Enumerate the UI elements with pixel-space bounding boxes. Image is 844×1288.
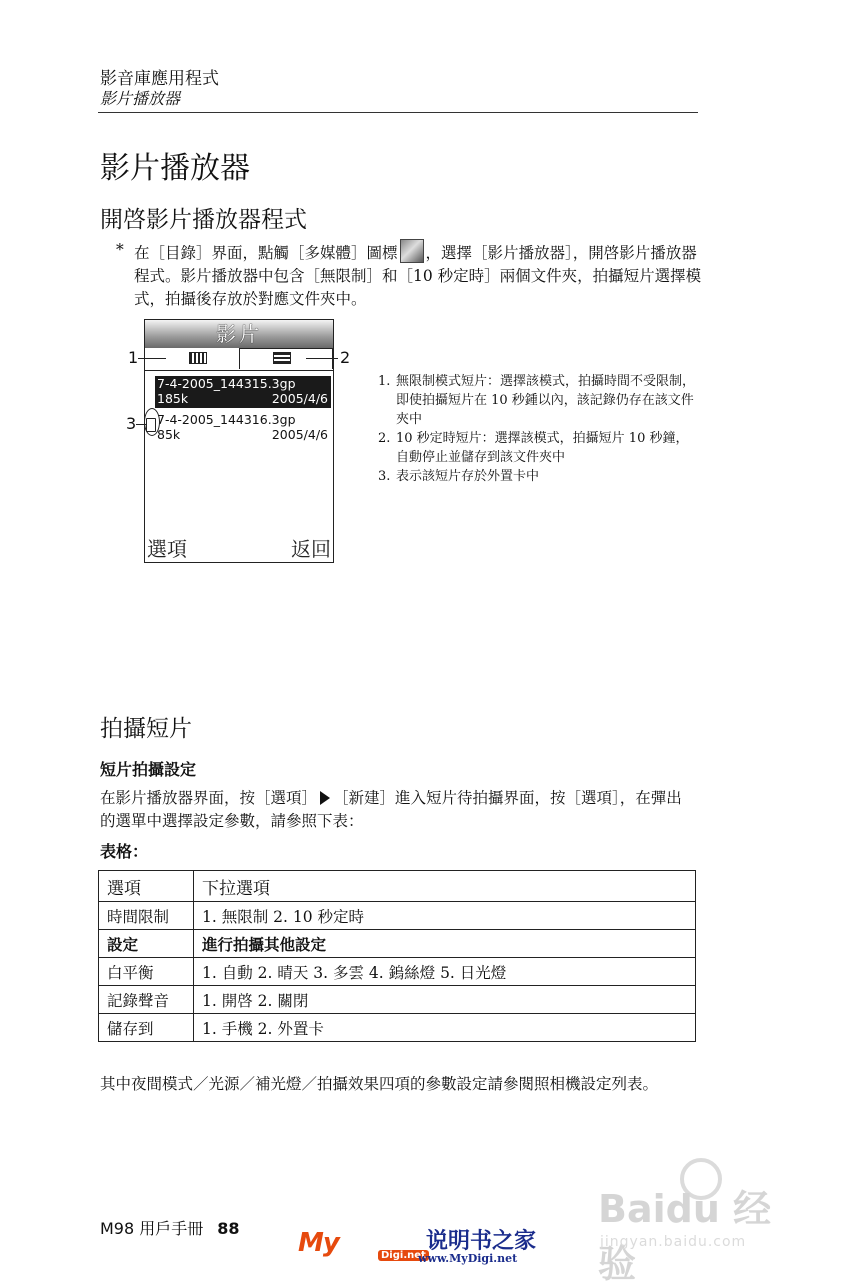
- table-cell: 1. 開啓 2. 關閉: [194, 986, 696, 1014]
- header-rule: [98, 112, 698, 113]
- bullet-text-part2: ，選擇［影片播放器］，開啓影片播放器程式。影片播放器中包含［無限制］和［10 秒定時］兩個文件夾，拍攝短片選擇模式，拍攝後存放於對應文件夾中。: [134, 244, 702, 308]
- watermark-text: Baidu 经验: [598, 1187, 772, 1286]
- table-cell: 1. 無限制 2. 10 秒定時: [194, 902, 696, 930]
- clip-name: 7-4-2005_144316.3gp: [157, 412, 296, 427]
- record-instructions-part1: 在影片播放器界面，按［選項］: [100, 789, 318, 807]
- table-row: [99, 958, 696, 986]
- clip-date: 2005/4/6: [271, 391, 328, 406]
- page-footer: [100, 1216, 240, 1239]
- clip-size: 185k: [157, 391, 189, 406]
- phone-title: 影片: [145, 320, 333, 348]
- running-header-title: 影音庫應用程式: [100, 69, 219, 89]
- table-cell: 設定: [99, 930, 194, 958]
- table-cell: 1. 手機 2. 外置卡: [194, 1014, 696, 1042]
- table-header-cell: 下拉選項: [194, 871, 696, 902]
- note-text: 表示該短片存於外置卡中: [396, 469, 540, 484]
- watermark-url: jingyan.baidu.com: [600, 1234, 747, 1250]
- phone-folder-tabs: [145, 348, 333, 371]
- clip-date: 2005/4/6: [271, 427, 328, 442]
- bullet-star: *: [116, 241, 124, 259]
- clip-size: 85k: [157, 427, 181, 442]
- section-heading-record: 拍攝短片: [100, 716, 192, 742]
- callout-1-line: [138, 358, 166, 359]
- timed-folder-icon[interactable]: [273, 352, 291, 364]
- note-text: 10 秒定時短片：選擇該模式，拍攝短片 10 秒鐘，自動停止並儲存到該文件夾中: [396, 431, 689, 465]
- table-cell: 儲存到: [99, 1014, 194, 1042]
- brand-tag: Digi.net: [378, 1250, 429, 1261]
- table-cell: 記錄聲音: [99, 986, 194, 1014]
- bullet-text: [134, 239, 706, 311]
- page-title: 影片播放器: [100, 151, 250, 186]
- table-label: 表格：: [100, 842, 149, 861]
- note-item: [378, 429, 698, 467]
- table-cell: 時間限制: [99, 902, 194, 930]
- footer-manual: M98 用戶手冊: [100, 1219, 204, 1238]
- callout-1: 1: [128, 348, 139, 367]
- table-header-cell: 選項: [99, 871, 194, 902]
- subheading-record-settings: 短片拍攝設定: [100, 760, 197, 779]
- note-number: 2.: [378, 431, 391, 446]
- table-header-row: [99, 871, 696, 902]
- note-text: 無限制模式短片：選擇該模式，拍攝時間不受限制，即使拍攝短片在 10 秒鍾以內，該記錄仍存在該文件夾中: [396, 374, 696, 427]
- unlimited-folder-icon[interactable]: [189, 352, 207, 364]
- phone-list-item[interactable]: [155, 376, 331, 408]
- running-header-subtitle: 影片播放器: [100, 89, 181, 108]
- table-row: [99, 930, 696, 958]
- table-row: [99, 902, 696, 930]
- closing-note: 其中夜間模式／光源／補光燈／拍攝效果四項的參數設定請參閱照相機設定列表。: [100, 1075, 659, 1093]
- softkey-back[interactable]: 返回: [291, 537, 331, 561]
- callout-2: 2: [340, 348, 351, 367]
- phone-screen: [144, 319, 334, 563]
- phone-list-item[interactable]: [155, 412, 331, 444]
- table-row: [99, 986, 696, 1014]
- callout-notes: [378, 372, 698, 486]
- callout-2-line: [306, 358, 338, 359]
- callout-3-ring: [144, 408, 160, 436]
- settings-table: [98, 870, 696, 1042]
- section-heading-open-player: 開啓影片播放器程式: [100, 207, 307, 233]
- multimedia-icon: [400, 239, 424, 263]
- clip-name: 7-4-2005_144315.3gp: [157, 376, 296, 391]
- brand-name: 说明书之家: [426, 1229, 537, 1254]
- phone-softkeys: [145, 536, 333, 562]
- table-cell: 白平衡: [99, 958, 194, 986]
- note-number: 3.: [378, 469, 391, 484]
- softkey-options[interactable]: 選項: [147, 537, 187, 561]
- brand-logo: My: [298, 1228, 339, 1258]
- mydigi-brand: [298, 1222, 548, 1272]
- table-row: [99, 1014, 696, 1042]
- arrow-right-icon: [320, 791, 330, 805]
- note-number: 1.: [378, 374, 391, 389]
- record-instructions-part2: ［新建］進入短片待拍攝界面，按［選項］，在彈出的選單中選擇設定參數，請參照下表：: [100, 789, 682, 830]
- note-item: [378, 372, 698, 429]
- page-number: 88: [217, 1219, 240, 1238]
- bullet-text-part1: 在［目錄］界面，點觸［多媒體］圖標: [134, 244, 398, 262]
- record-instructions: [100, 787, 696, 833]
- table-cell: 進行拍攝其他設定: [194, 930, 696, 958]
- table-cell: 1. 自動 2. 晴天 3. 多雲 4. 鎢絲燈 5. 日光燈: [194, 958, 696, 986]
- note-item: [378, 467, 698, 486]
- baidu-watermark: [596, 1158, 796, 1286]
- callout-3: 3: [126, 414, 137, 433]
- brand-url: www.MyDigi.net: [418, 1252, 518, 1265]
